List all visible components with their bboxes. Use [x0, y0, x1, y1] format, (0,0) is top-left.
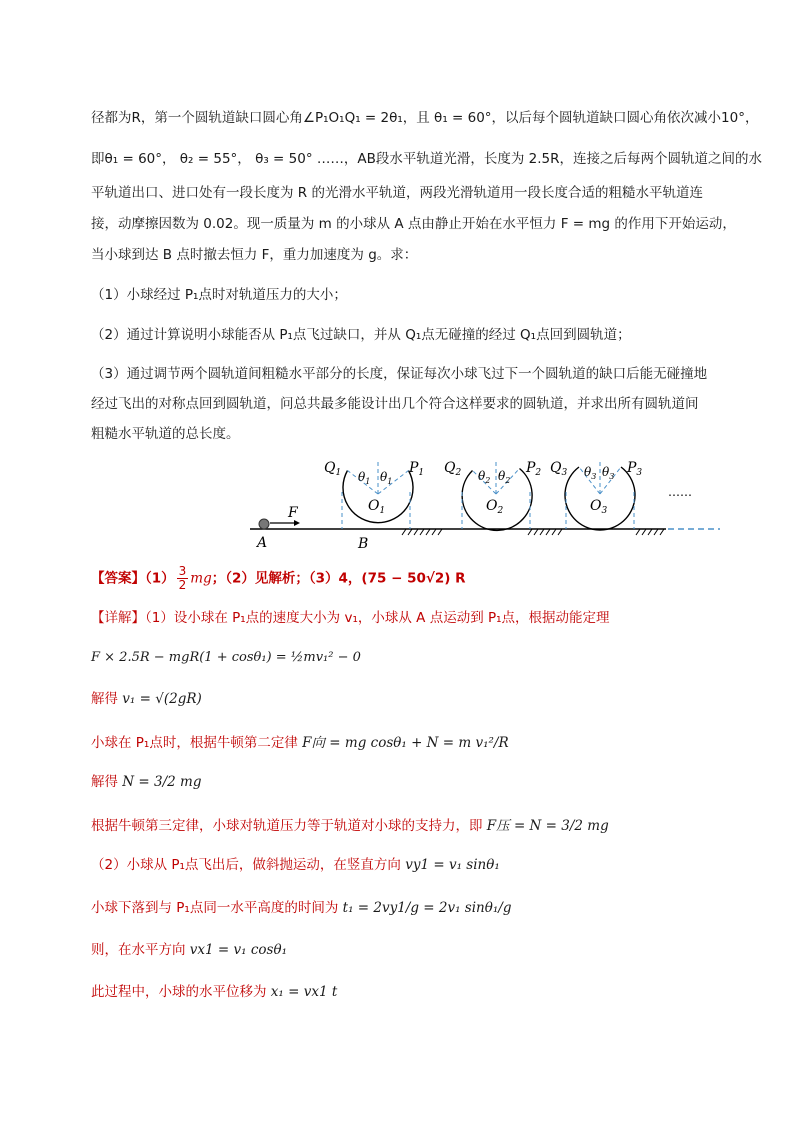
problem-line-3: 平轨道出口、进口处有一段长度为 R 的光滑水平轨道，两段光滑轨道用一段长度合适的粗糙水平轨道连: [91, 185, 703, 201]
ball: [259, 519, 269, 529]
detail-step-5: 根据牛顿第三定律，小球对轨道压力等于轨道对小球的支持力，即 F压 = N = 3/2 mg: [91, 818, 609, 834]
problem-line-2: 即θ₁ = 60°， θ₂ = 55°， θ₃ = 50° ……，AB段水平轨道光滑，长度为 2.5R，连接之后每两个圆轨道之间的水: [91, 151, 762, 167]
detail-tag: 【详解】: [91, 610, 145, 626]
label-Q3: $Q_3$: [550, 460, 568, 478]
detail-step-8: 则，在水平方向 vx1 = v₁ cosθ₁: [91, 942, 288, 958]
label-theta3-right: $\theta_3$: [602, 465, 615, 481]
problem-line-4: 接，动摩擦因数为 0.02。现一质量为 m 的小球从 A 点由静止开始在水平恒力 F = mg 的作用下开始运动，: [91, 216, 736, 232]
rough-hatch-3: [636, 529, 664, 535]
detail-step-2: 解得 v₁ = √(2gR): [91, 691, 202, 707]
detail-step-6: （2）小球从 P₁点飞出后，做斜抛运动，在竖直方向 vy1 = v₁ sinθ₁: [91, 857, 500, 873]
label-theta2-right: $\theta_2$: [498, 469, 511, 485]
question-3-line-1: （3）通过调节两个圆轨道间粗糙水平部分的长度，保证每次小球飞过下一个圆轨道的缺口后能无碰撞地: [91, 366, 708, 382]
label-P1: $P_1$: [409, 460, 425, 478]
label-theta3-left: $\theta_3$: [584, 465, 597, 481]
answer-tag: 【答案】: [91, 570, 145, 587]
label-Q2: $Q_2$: [444, 460, 462, 478]
label-P3: $P_3$: [627, 460, 643, 478]
rough-hatch-2: [528, 529, 562, 535]
label-O3: $O_3$: [590, 498, 608, 516]
answer-fraction: $\frac{3}{2}$: [178, 564, 187, 592]
detail-step-9: 此过程中，小球的水平位移为 x₁ = vx1 t: [91, 984, 338, 1000]
problem-line-5: 当小球到达 B 点时撤去恒力 F，重力加速度为 g。求：: [91, 247, 418, 263]
question-3-line-3: 粗糙水平轨道的总长度。: [91, 426, 240, 442]
answer-part1-prefix: （1）: [145, 570, 175, 587]
label-Q1: $Q_1$: [324, 460, 342, 478]
detail-step-3: 小球在 P₁点时，根据牛顿第二定律 F向 = mg cosθ₁ + N = m v₁²/R: [91, 735, 509, 751]
track-figure: [244, 452, 724, 552]
question-1: （1）小球经过 P₁点时对轨道压力的大小；: [91, 287, 347, 303]
detail-step-4: 解得 N = 3/2 mg: [91, 774, 202, 790]
energy-equation: F × 2.5R − mgR(1 + cosθ₁) = ½mv₁² − 0: [91, 650, 361, 665]
problem-line-1: 径都为R，第一个圆轨道缺口圆心角∠P₁O₁Q₁ = 2θ₁，且 θ₁ = 60°，以后每个圆轨道缺口圆心角依次减小10°，: [91, 110, 759, 126]
question-2: （2）通过计算说明小球能否从 P₁点飞过缺口，并从 Q₁点无碰撞的经过 Q₁点回到圆轨道；: [91, 327, 631, 343]
label-theta1-left: $\theta_1$: [358, 470, 371, 486]
label-O2: $O_2$: [486, 498, 504, 516]
label-B: B: [358, 536, 369, 552]
label-F: F: [288, 505, 298, 521]
rough-hatch-1: [402, 529, 442, 535]
label-P2: $P_2$: [526, 460, 542, 478]
label-theta1-right: $\theta_1$: [380, 470, 393, 486]
answer-part1-suffix: mg: [190, 570, 212, 587]
answer-rest: ；（2）见解析；（3）4，(75 − 50√2) R: [211, 570, 466, 587]
label-A: A: [257, 535, 268, 551]
question-3-line-2: 经过飞出的对称点回到圆轨道，问总共最多能设计出几个符合这样要求的圆轨道，并求出所有圆轨道间: [91, 396, 699, 412]
answer-line: [91, 565, 466, 592]
detail-step-1: 【详解】（1）设小球在 P₁点的速度大小为 v₁，小球从 A 点运动到 P₁点，根据动能定理: [91, 610, 610, 626]
detail-step-7: 小球下落到与 P₁点同一水平高度的时间为 t₁ = 2vy1/g = 2v₁ sinθ₁/g: [91, 900, 512, 916]
label-theta2-left: $\theta_2$: [478, 469, 491, 485]
label-O1: $O_1$: [368, 498, 386, 516]
label-dots: ……: [668, 485, 692, 499]
